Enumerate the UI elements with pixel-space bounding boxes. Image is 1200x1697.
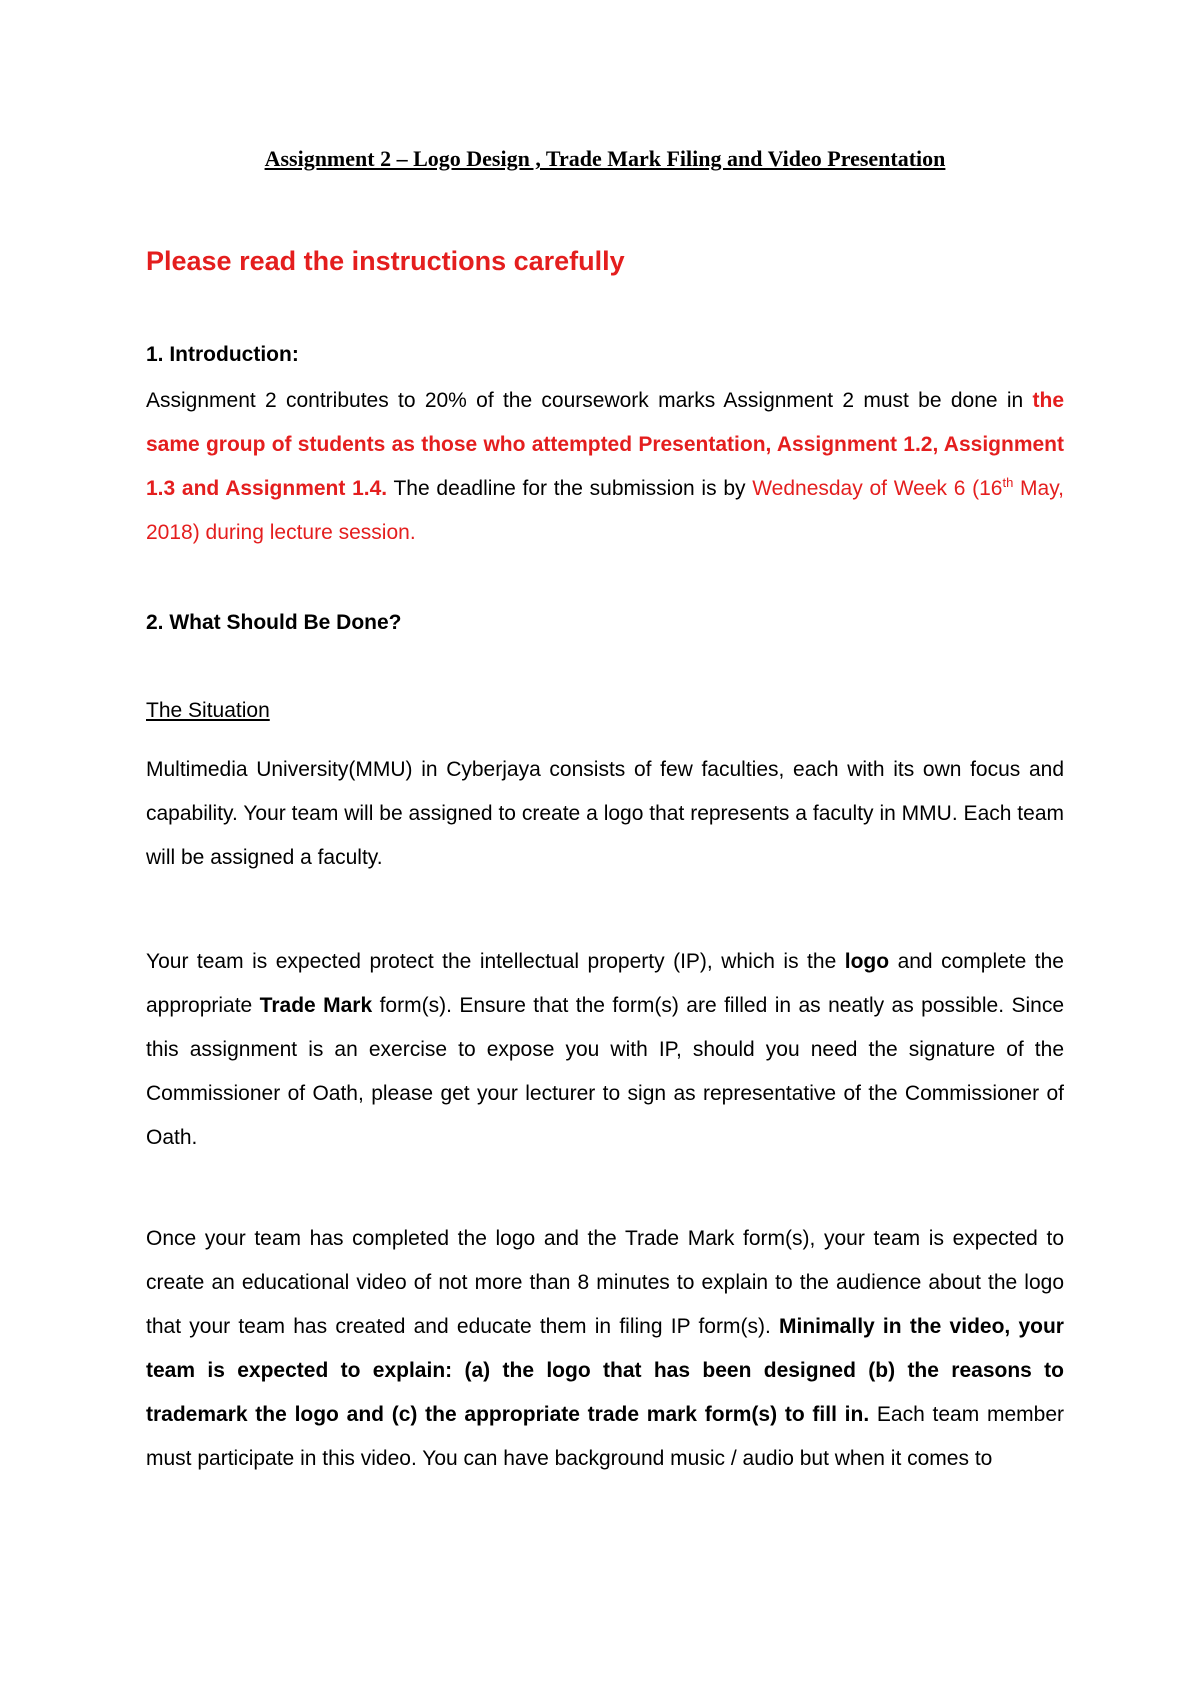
video-requirements: Minimally in the video, your team is expected to explain: (a) the logo that has been designed (b) the reasons to trademark the logo and (c) the appropriate trade mark form(s) to fill in. [146, 1315, 1064, 1426]
ip-trade-mark: Trade Mark [259, 994, 373, 1017]
intro-deadline-date: Wednesday of Week 6 (16 [752, 477, 1003, 500]
document-title: Assignment 2 – Logo Design , Trade Mark Filing and Video Presentation [264, 146, 946, 171]
ip-text-e: form(s). Ensure that the form(s) are filled in as neatly as possible. Since this assignment is an exercise to expose you with IP, should you need the signature of the Commissioner of Oath, please get your lecturer to sign as representative of the Commissioner of Oath. [146, 994, 1064, 1149]
section-2-heading: 2. What Should Be Done? [146, 611, 402, 634]
ip-logo: logo [844, 950, 890, 973]
intro-text-c: The deadline for the submission is by [387, 477, 753, 500]
video-paragraph [146, 1217, 1064, 1481]
video-text-c: Each team member must participate in this video. You can have background music / audio but when it comes to [146, 1403, 1064, 1470]
section-1-heading: 1. Introduction: [146, 343, 299, 366]
ip-paragraph [146, 940, 1064, 1160]
intro-text-a: Assignment 2 contributes to 20% of the coursework marks Assignment 2 must be done in [146, 389, 1033, 412]
intro-deadline-ordinal: th [1002, 475, 1014, 490]
situation-paragraph: Multimedia University(MMU) in Cyberjaya consists of few faculties, each with its own focus and capability. Your team will be assigned to create a logo that represents a faculty in MMU. Each team will be assigned a faculty. [146, 758, 1064, 869]
introduction-paragraph [146, 379, 1064, 555]
situation-subheading: The Situation [146, 699, 270, 722]
instructions-warning: Please read the instructions carefully [146, 246, 625, 276]
ip-text-a: Your team is expected protect the intellectual property (IP), which is the [146, 950, 845, 973]
ip-text-c: and complete the appropriate [146, 950, 1064, 1017]
video-text-a: Once your team has completed the logo and the Trade Mark form(s), your team is expected to create an educational video of not more than 8 minutes to explain to the audience about the logo that your team has created and educate them in filing IP form(s). [146, 1227, 1064, 1338]
intro-deadline-rest: May, 2018) during lecture session. [146, 477, 1064, 544]
intro-group-requirement: the same group of students as those who attempted Presentation, Assignment 1.2, Assignment 1.3 and Assignment 1.4. [146, 389, 1064, 500]
